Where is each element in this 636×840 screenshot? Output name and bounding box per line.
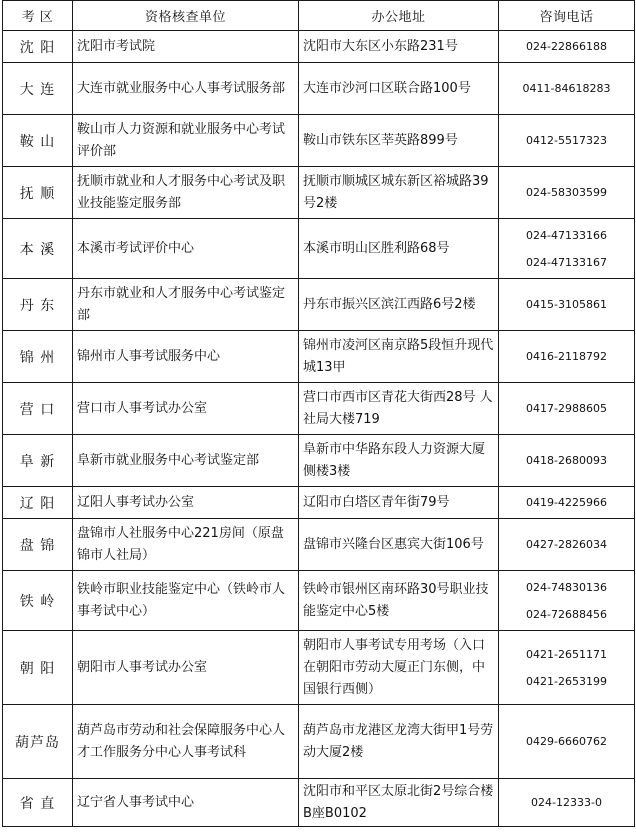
table-row xyxy=(3,279,635,331)
phone-cell xyxy=(499,63,635,115)
unit-cell: 大连市就业服务中心人事考试服务部 xyxy=(73,63,299,115)
region-cell: 抚 顺 xyxy=(3,167,73,219)
phone-cell xyxy=(499,705,635,779)
table-row xyxy=(3,219,635,279)
phone-number: 024-58303599 xyxy=(526,186,607,199)
phone-number: 0421-2651171 xyxy=(526,647,607,661)
phone-cell xyxy=(499,219,635,279)
phone-number: 024-12333-0 xyxy=(531,796,602,809)
address-cell: 抚顺市顺城区城东新区裕城路39号2楼 xyxy=(299,167,499,219)
phone-cell xyxy=(499,279,635,331)
phone-number: 024-72688456 xyxy=(526,607,607,621)
unit-cell: 铁岭市职业技能鉴定中心（铁岭市人事考试中心） xyxy=(73,571,299,631)
phone-cell xyxy=(499,779,635,827)
region-cell: 朝 阳 xyxy=(3,631,73,705)
unit-cell: 葫芦岛市劳动和社会保障服务中心人才工作服务分中心人事考试科 xyxy=(73,705,299,779)
table-row xyxy=(3,383,635,435)
phone-number: 024-47133166 xyxy=(526,228,607,242)
region-cell: 盘 锦 xyxy=(3,519,73,571)
unit-cell: 朝阳市人事考试办公室 xyxy=(73,631,299,705)
unit-cell: 沈阳市考试院 xyxy=(73,31,299,63)
unit-cell: 辽阳人事考试办公室 xyxy=(73,487,299,519)
unit-cell: 本溪市考试评价中心 xyxy=(73,219,299,279)
unit-cell: 盘锦市人社服务中心221房间（原盘锦市人社局） xyxy=(73,519,299,571)
table-row xyxy=(3,779,635,827)
address-cell: 丹东市振兴区滨江西路6号2楼 xyxy=(299,279,499,331)
table-row xyxy=(3,487,635,519)
unit-cell: 抚顺市就业和人才服务中心考试及职业技能鉴定服务部 xyxy=(73,167,299,219)
unit-cell: 辽宁省人事考试中心 xyxy=(73,779,299,827)
region-cell: 辽 阳 xyxy=(3,487,73,519)
phone-cell xyxy=(499,631,635,705)
region-cell: 铁 岭 xyxy=(3,571,73,631)
unit-cell: 丹东市就业和人才服务中心考试鉴定部 xyxy=(73,279,299,331)
phone-number: 0415-3105861 xyxy=(526,298,607,311)
region-cell: 丹 东 xyxy=(3,279,73,331)
phone-number: 0418-2680093 xyxy=(526,454,607,467)
phone-number: 024-47133167 xyxy=(526,255,607,269)
table-row xyxy=(3,519,635,571)
table-row xyxy=(3,705,635,779)
address-cell: 沈阳市和平区太原北街2号综合楼B座B0102 xyxy=(299,779,499,827)
address-cell: 朝阳市人事考试专用考场（入口在朝阳市劳动大厦正门东侧，中国银行西侧） xyxy=(299,631,499,705)
table-row xyxy=(3,115,635,167)
phone-number: 024-74830136 xyxy=(526,580,607,594)
header-region: 考 区 xyxy=(3,1,73,31)
phone-cell xyxy=(499,519,635,571)
unit-cell: 鞍山市人力资源和就业服务中心考试评价部 xyxy=(73,115,299,167)
region-cell: 阜 新 xyxy=(3,435,73,487)
phone-cell xyxy=(499,435,635,487)
phone-cell xyxy=(499,383,635,435)
table-body xyxy=(3,31,635,827)
phone-cell xyxy=(499,115,635,167)
table-row xyxy=(3,631,635,705)
region-cell: 本 溪 xyxy=(3,219,73,279)
address-cell: 辽阳市白塔区青年街79号 xyxy=(299,487,499,519)
header-phone: 咨询电话 xyxy=(499,1,635,31)
phone-cell xyxy=(499,571,635,631)
phone-number: 0421-2653199 xyxy=(526,674,607,688)
phone-number: 0411-84618283 xyxy=(522,82,611,95)
address-cell: 大连市沙河口区联合路100号 xyxy=(299,63,499,115)
address-cell: 盘锦市兴隆台区惠宾大街106号 xyxy=(299,519,499,571)
header-row xyxy=(3,1,635,31)
table-row xyxy=(3,435,635,487)
address-cell: 葫芦岛市龙港区龙湾大街甲1号劳动大厦2楼 xyxy=(299,705,499,779)
address-cell: 锦州市凌河区南京路5段恒升现代城13甲 xyxy=(299,331,499,383)
region-cell: 沈 阳 xyxy=(3,31,73,63)
region-cell: 省 直 xyxy=(3,779,73,827)
table-row xyxy=(3,31,635,63)
address-cell: 本溪市明山区胜利路68号 xyxy=(299,219,499,279)
phone-cell xyxy=(499,331,635,383)
address-cell: 鞍山市铁东区莘英路899号 xyxy=(299,115,499,167)
region-cell: 鞍 山 xyxy=(3,115,73,167)
phone-number: 0419-4225966 xyxy=(526,496,607,509)
phone-number: 0416-2118792 xyxy=(526,350,607,363)
unit-cell: 锦州市人事考试服务中心 xyxy=(73,331,299,383)
unit-cell: 阜新市就业服务中心考试鉴定部 xyxy=(73,435,299,487)
region-cell: 营 口 xyxy=(3,383,73,435)
address-cell: 阜新市中华路东段人力资源大厦侧楼3楼 xyxy=(299,435,499,487)
address-cell: 营口市西市区青花大街西28号 人社局大楼719 xyxy=(299,383,499,435)
phone-number: 024-22866188 xyxy=(526,40,607,53)
phone-number: 0427-2826034 xyxy=(526,538,607,551)
region-cell: 大 连 xyxy=(3,63,73,115)
phone-cell xyxy=(499,167,635,219)
table-row xyxy=(3,331,635,383)
header-address: 办公地址 xyxy=(299,1,499,31)
header-unit: 资格核查单位 xyxy=(73,1,299,31)
address-cell: 沈阳市大东区小东路231号 xyxy=(299,31,499,63)
phone-cell xyxy=(499,487,635,519)
region-cell: 葫芦岛 xyxy=(3,705,73,779)
phone-cell xyxy=(499,31,635,63)
phone-number: 0429-6660762 xyxy=(526,735,607,748)
table-row xyxy=(3,167,635,219)
region-cell: 锦 州 xyxy=(3,331,73,383)
phone-number: 0412-5517323 xyxy=(526,134,607,147)
table-row xyxy=(3,63,635,115)
unit-cell: 营口市人事考试办公室 xyxy=(73,383,299,435)
exam-office-table xyxy=(2,0,635,827)
table-row xyxy=(3,571,635,631)
phone-number: 0417-2988605 xyxy=(526,402,607,415)
address-cell: 铁岭市银州区南环路30号职业技能鉴定中心5楼 xyxy=(299,571,499,631)
